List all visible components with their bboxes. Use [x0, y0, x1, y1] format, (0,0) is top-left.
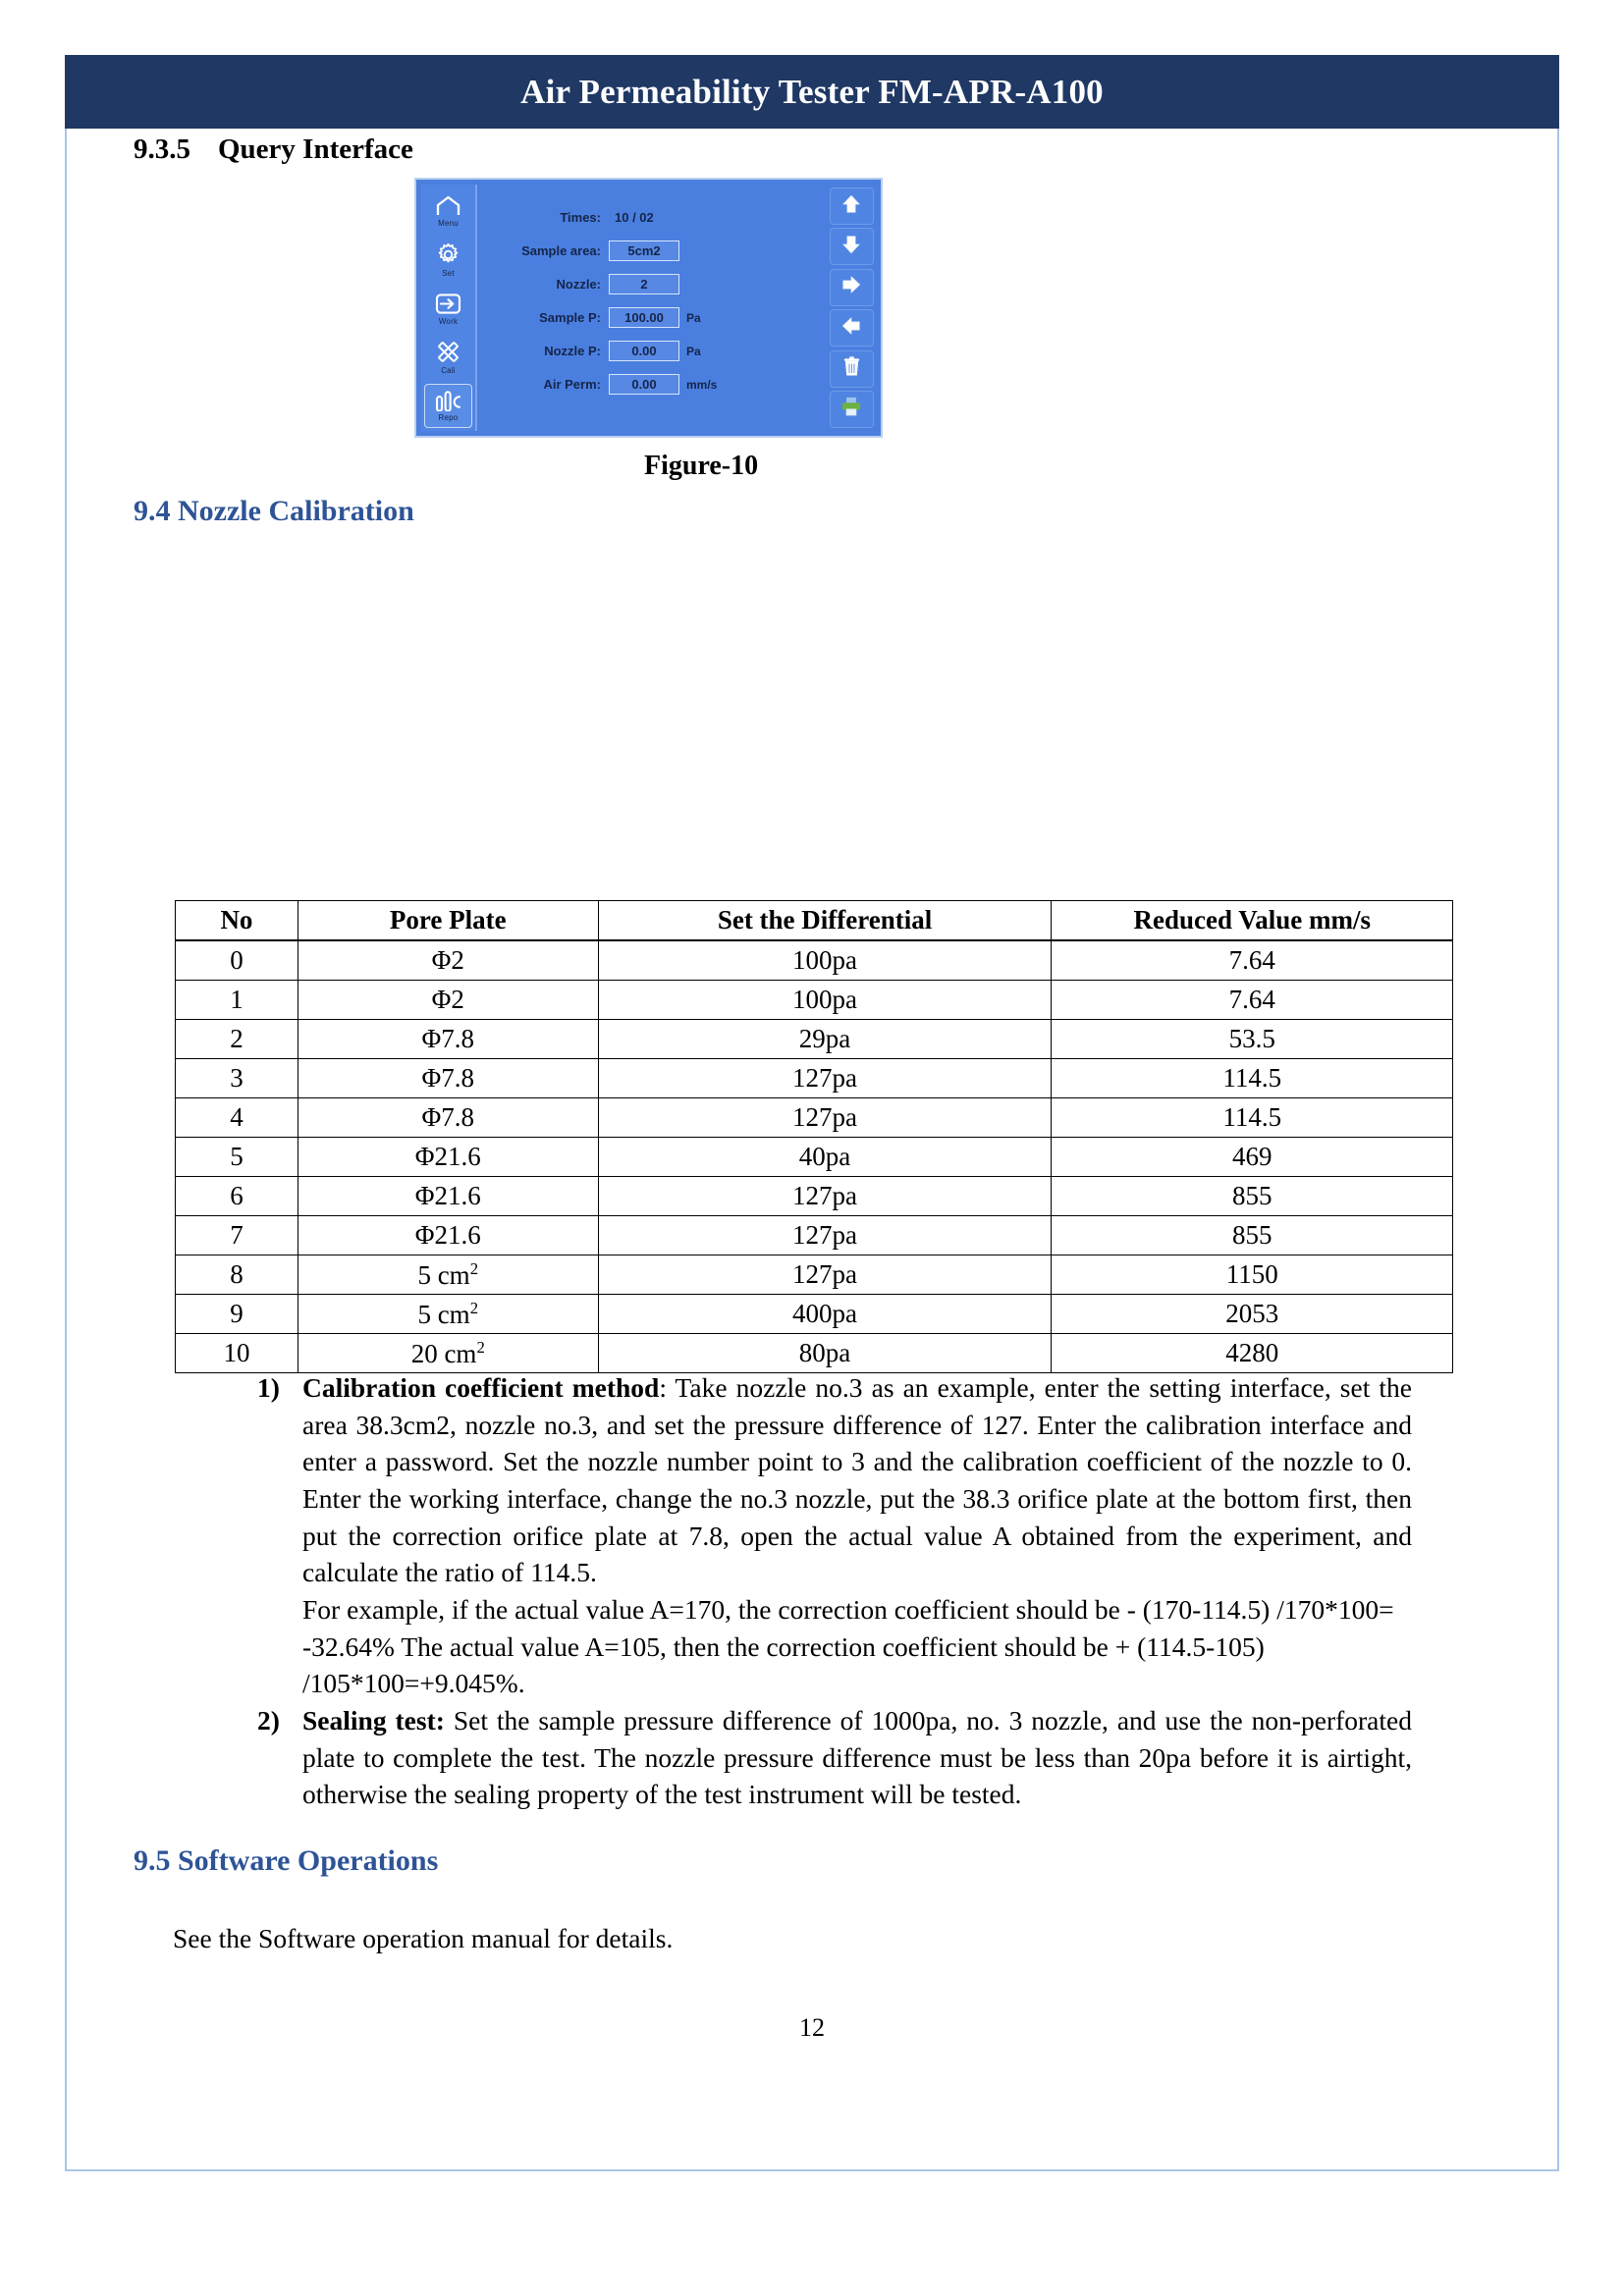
cell-reduced-value: 855 [1052, 1177, 1453, 1216]
device-button-column [826, 185, 877, 431]
sidebar-item-set-label: Set [442, 269, 455, 278]
table-row [176, 1059, 1453, 1098]
print-button[interactable] [830, 391, 874, 428]
cell-differential: 80pa [598, 1334, 1052, 1373]
table-row [176, 1020, 1453, 1059]
table-header-plate: Pore Plate [298, 901, 598, 941]
list-item-1-para1 [302, 1369, 1412, 1591]
field-label-nozzle-p: Nozzle P: [544, 344, 601, 358]
cell-pore-plate: 5 $cm^2$ [298, 1295, 598, 1334]
cell-no: 5 [176, 1138, 298, 1177]
cell-reduced-value: 4280 [1052, 1334, 1453, 1373]
device-sidebar [421, 185, 477, 431]
arrow-down-icon [840, 234, 862, 260]
calibration-instructions-list [251, 1369, 1412, 1813]
field-row-nozzle [477, 269, 826, 299]
list-item-1-text: : Take nozzle no.3 as an example, enter the setting interface, set the area 38.3cm2, nozzle no.3, and set the pressure difference of 127. Enter the calibration interface and enter a password. Set the nozzle number point to 3 and the calibration coefficient of the nozzle to 0. Enter the working interface, change the no.3 nozzle, put the 38.3 orifice plate at the bottom first, then put the correction orifice plate at 7.8, open the actual value A obtained from the experiment, and calculate the ratio of 114.5. [302, 1372, 1412, 1588]
field-input-air-perm[interactable]: 0.00 [609, 374, 679, 395]
field-row-sample-area [477, 236, 826, 266]
bar-chart-icon [434, 391, 462, 411]
cell-pore-plate: Φ7.8 [298, 1059, 598, 1098]
crossed-rulers-icon [436, 340, 460, 364]
cell-differential: 127pa [598, 1177, 1052, 1216]
cell-reduced-value: 114.5 [1052, 1098, 1453, 1138]
section-number-935: 9.3.5 [134, 133, 190, 165]
print-icon [840, 397, 862, 421]
cell-reduced-value: 469 [1052, 1138, 1453, 1177]
device-form [477, 185, 826, 431]
table-row [176, 1177, 1453, 1216]
sidebar-item-set[interactable] [424, 239, 472, 283]
previous-page-button[interactable] [830, 309, 874, 347]
figure-caption: Figure-10 [644, 451, 759, 481]
field-row-air-perm [477, 369, 826, 400]
cell-no: 1 [176, 981, 298, 1020]
device-screenshot-figure10 [414, 178, 883, 438]
cell-reduced-value: 7.64 [1052, 940, 1453, 981]
sidebar-item-repo[interactable] [424, 384, 472, 428]
table-header-no: No [176, 901, 298, 941]
cell-differential: 127pa [598, 1059, 1052, 1098]
cell-differential: 400pa [598, 1295, 1052, 1334]
list-item-1-para2: For example, if the actual value A=170, the correction coefficient should be - (170-114.5) /170*100= -32.64% The actual value A=105, then the correction coefficient should be + (114.5-105) /105*100=+9.045%. [302, 1594, 1394, 1699]
field-unit-air-perm: mm/s [686, 377, 718, 392]
cell-differential: 127pa [598, 1255, 1052, 1295]
cell-reduced-value: 2053 [1052, 1295, 1453, 1334]
field-value-times: 10 / 02 [615, 210, 654, 225]
cell-reduced-value: 7.64 [1052, 981, 1453, 1020]
field-input-sample-area[interactable]: 5cm2 [609, 240, 679, 261]
home-icon [435, 195, 461, 217]
cell-pore-plate: Φ2 [298, 940, 598, 981]
cell-differential: 100pa [598, 981, 1052, 1020]
field-label-times: Times: [560, 210, 601, 225]
field-label-sample-area: Sample area: [521, 243, 601, 258]
cell-differential: 127pa [598, 1098, 1052, 1138]
field-label-sample-p: Sample P: [539, 310, 601, 325]
sidebar-item-menu[interactable] [424, 189, 472, 234]
list-item-2-lead: Sealing test: [302, 1705, 445, 1736]
cell-no: 9 [176, 1295, 298, 1334]
table-row [176, 940, 1453, 981]
table-row [176, 1334, 1453, 1373]
list-item-1 [251, 1369, 1412, 1702]
header-title: Air Permeability Tester FM-APR-A100 [520, 72, 1104, 111]
list-item-2-body [302, 1702, 1412, 1813]
sidebar-item-work-label: Work [438, 316, 459, 326]
cell-no: 4 [176, 1098, 298, 1138]
field-unit-nozzle-p: Pa [686, 344, 701, 358]
arrow-right-icon [840, 274, 862, 300]
list-item-2-text: Set the sample pressure difference of 1000pa, no. 3 nozzle, and use the non-perforated plate to complete the test. The nozzle pressure difference must be less than 20pa before it is airtight, otherwise the sealing property of the test instrument will be tested. [302, 1705, 1412, 1810]
cell-no: 6 [176, 1177, 298, 1216]
list-item-2-marker: 2) [257, 1705, 280, 1736]
list-item-2 [251, 1702, 1412, 1813]
section-title-935: Query Interface [218, 133, 413, 165]
list-item-1-body [302, 1369, 1412, 1702]
sidebar-item-work[interactable] [424, 287, 472, 331]
table-row [176, 1098, 1453, 1138]
cell-no: 10 [176, 1334, 298, 1373]
cell-pore-plate: Φ21.6 [298, 1177, 598, 1216]
cell-no: 3 [176, 1059, 298, 1098]
field-row-nozzle-p [477, 336, 826, 366]
scroll-up-button[interactable] [830, 187, 874, 225]
software-manual-note: See the Software operation manual for details. [173, 1923, 674, 1953]
section-heading-935 [134, 133, 413, 166]
arrow-into-box-icon [435, 293, 461, 315]
cell-no: 0 [176, 940, 298, 981]
cell-reduced-value: 855 [1052, 1216, 1453, 1255]
sidebar-item-cali-label: Cali [441, 366, 456, 375]
arrow-up-icon [840, 193, 862, 220]
cell-no: 7 [176, 1216, 298, 1255]
section-heading-94: 9.4 Nozzle Calibration [134, 495, 414, 527]
table-row [176, 1255, 1453, 1295]
list-item-1-lead: Calibration coefficient method [302, 1372, 660, 1403]
cell-no: 8 [176, 1255, 298, 1295]
arrow-left-icon [840, 315, 862, 342]
table-row [176, 1138, 1453, 1177]
cell-reduced-value: 1150 [1052, 1255, 1453, 1295]
document-header [65, 55, 1559, 129]
field-input-sample-p[interactable]: 100.00 [609, 307, 679, 328]
nozzle-calibration-table [175, 900, 1453, 1373]
cell-pore-plate: Φ21.6 [298, 1216, 598, 1255]
section-heading-95: 9.5 Software Operations [134, 1844, 439, 1877]
gear-icon [436, 242, 460, 267]
page-number: 12 [799, 2013, 825, 2042]
cell-differential: 29pa [598, 1020, 1052, 1059]
next-page-button[interactable] [830, 269, 874, 306]
cell-differential: 100pa [598, 940, 1052, 981]
field-unit-sample-p: Pa [686, 310, 701, 325]
field-label-air-perm: Air Perm: [543, 377, 601, 392]
scroll-down-button[interactable] [830, 228, 874, 265]
table-header-row [176, 901, 1453, 941]
cell-pore-plate: 5 $cm^2$ [298, 1255, 598, 1295]
cell-pore-plate: Φ7.8 [298, 1098, 598, 1138]
cell-differential: 127pa [598, 1216, 1052, 1255]
field-label-nozzle: Nozzle: [556, 277, 601, 292]
field-row-sample-p [477, 302, 826, 333]
cell-no: 2 [176, 1020, 298, 1059]
table-row [176, 981, 1453, 1020]
sidebar-item-repo-label: Repo [438, 412, 459, 422]
cell-pore-plate: Φ7.8 [298, 1020, 598, 1059]
table-row [176, 1216, 1453, 1255]
cell-reduced-value: 53.5 [1052, 1020, 1453, 1059]
delete-record-button[interactable] [830, 350, 874, 388]
list-item-1-marker: 1) [257, 1372, 280, 1403]
table-row [176, 1295, 1453, 1334]
list-item-2-para1 [302, 1702, 1412, 1813]
cell-pore-plate: Φ2 [298, 981, 598, 1020]
cell-pore-plate: 20 $cm^2$ [298, 1334, 598, 1373]
trash-icon [842, 356, 861, 382]
nozzle-calibration-table-wrapper [175, 900, 1453, 1373]
table-header-value: Reduced Value mm/s [1052, 901, 1453, 941]
field-input-nozzle-p[interactable]: 0.00 [609, 341, 679, 361]
field-row-times [477, 202, 826, 233]
sidebar-item-menu-label: Menu [438, 219, 459, 228]
cell-reduced-value: 114.5 [1052, 1059, 1453, 1098]
cell-pore-plate: Φ21.6 [298, 1138, 598, 1177]
table-body [176, 940, 1453, 1373]
table-header-diff: Set the Differential [598, 901, 1052, 941]
page-content [67, 129, 1557, 2169]
cell-differential: 40pa [598, 1138, 1052, 1177]
field-input-nozzle[interactable]: 2 [609, 274, 679, 294]
sidebar-item-cali[interactable] [424, 336, 472, 380]
